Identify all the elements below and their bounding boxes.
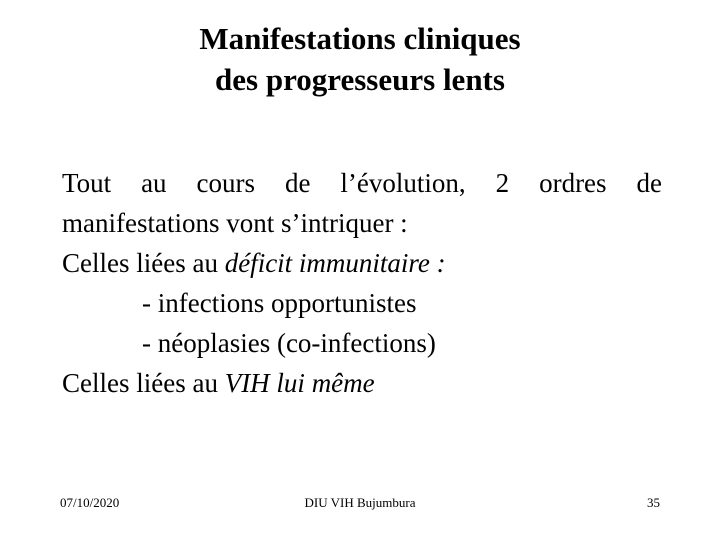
slide-title-line-1: Manifestations cliniques xyxy=(199,21,521,56)
body-line-6-prefix: Celles liées au xyxy=(62,368,225,398)
body-line-6-emphasis: VIH lui même xyxy=(224,368,375,398)
footer-date: 07/10/2020 xyxy=(60,495,120,510)
body-line-2: manifestations vont s’intriquer : xyxy=(62,208,408,238)
body-line-3 xyxy=(62,243,662,283)
footer-page-number: 35 xyxy=(647,495,660,510)
slide-title xyxy=(0,18,720,100)
body-line-6 xyxy=(62,363,662,403)
body-line-3-prefix: Celles liées au xyxy=(62,248,225,278)
footer-center-text: DIU VIH Bujumbura xyxy=(304,495,416,510)
slide-title-line-2: des progresseurs lents xyxy=(215,62,505,97)
bullet-opportunistic-infections: - infections opportunistes xyxy=(142,288,417,318)
body-line-3-emphasis: déficit immunitaire : xyxy=(224,248,446,278)
body-line-1: Tout au cours de l’évolution, 2 ordres de xyxy=(62,168,662,198)
bullet-neoplasias: - néoplasies (co-infections) xyxy=(142,328,436,358)
slide-body xyxy=(62,163,662,403)
